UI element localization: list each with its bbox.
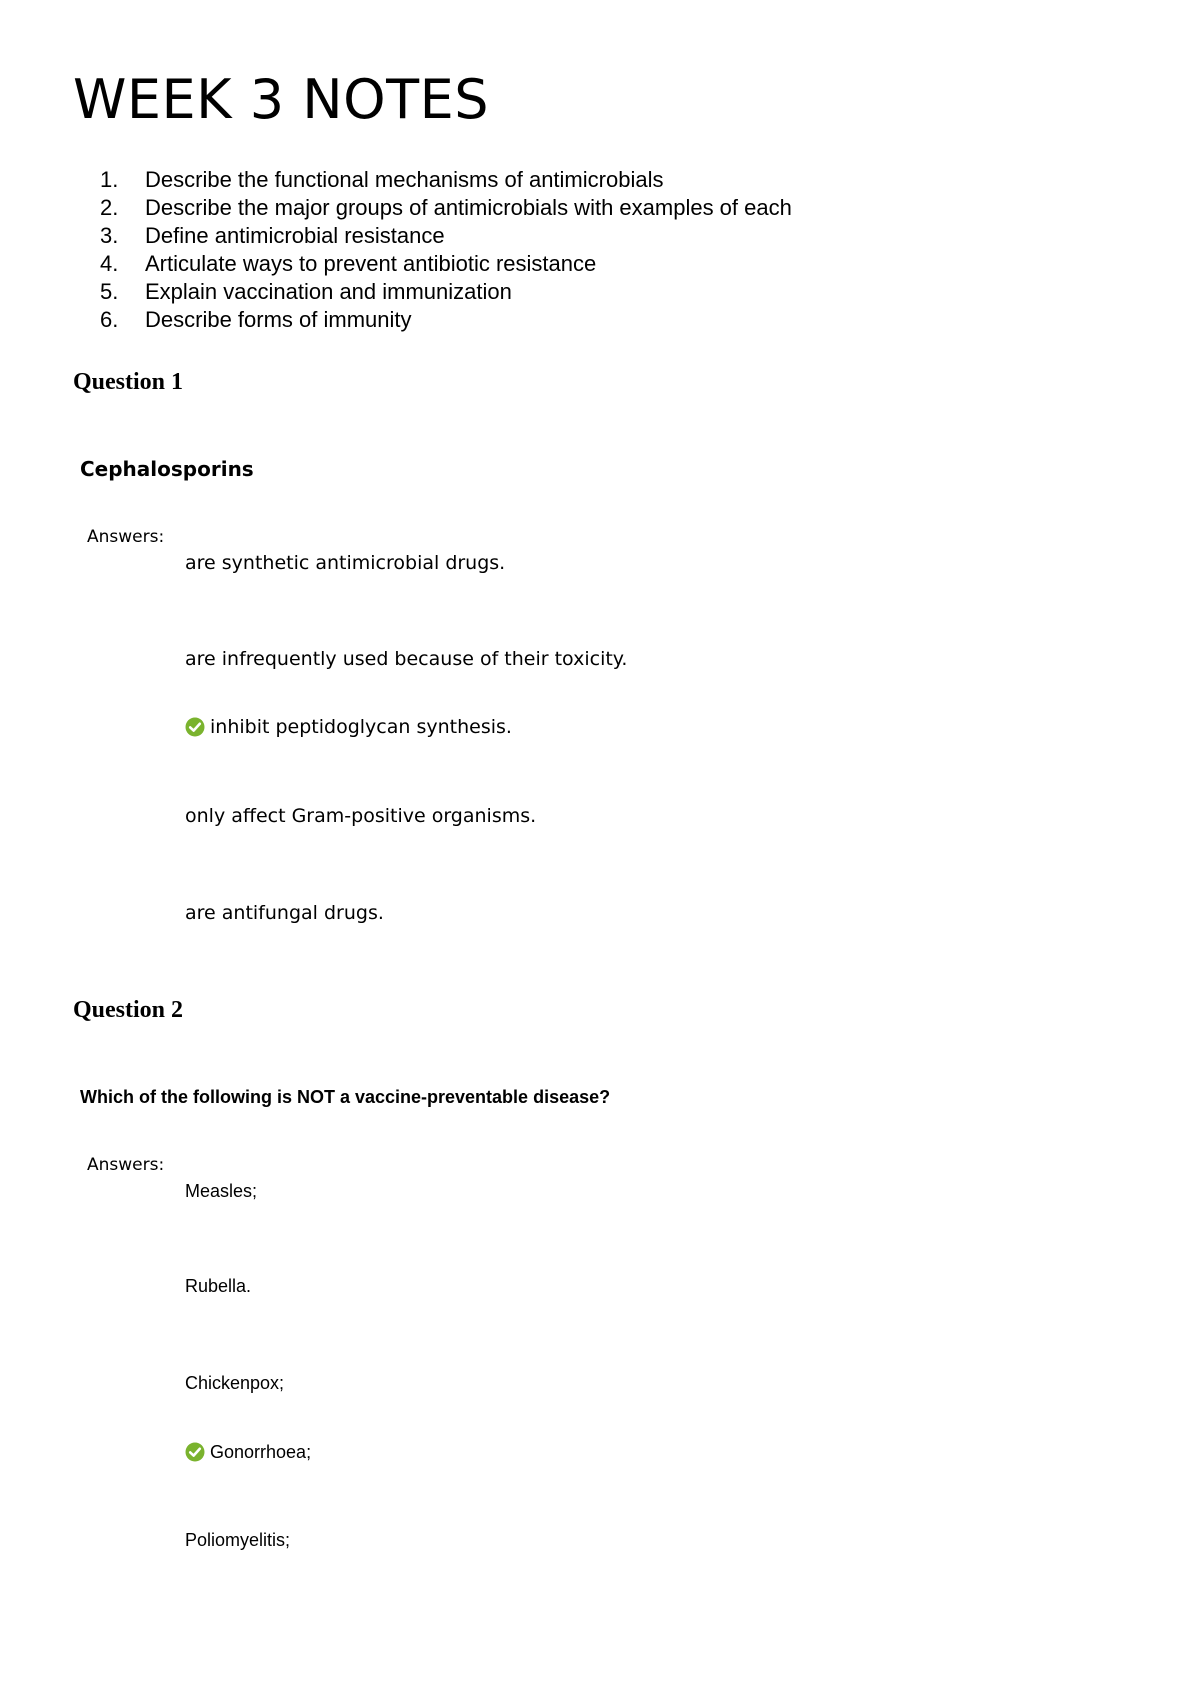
answer-text: Measles; xyxy=(185,1181,258,1201)
objective-number: 2. xyxy=(100,195,119,220)
objective-item xyxy=(100,222,792,250)
answer-option-correct xyxy=(185,1440,311,1464)
objectives-list xyxy=(100,166,792,334)
answer-text: are antifungal drugs. xyxy=(185,902,384,924)
objective-number: 5. xyxy=(100,279,119,304)
answer-text: Rubella. xyxy=(185,1276,252,1296)
answer-text: only affect Gram-positive organisms. xyxy=(185,805,537,827)
question-1-text: Cephalosporins xyxy=(80,457,254,481)
answer-option xyxy=(185,647,627,671)
answer-option-correct xyxy=(185,715,512,739)
objective-text: Define antimicrobial resistance xyxy=(145,223,445,248)
answer-option xyxy=(185,1371,284,1395)
answer-text: Chickenpox; xyxy=(185,1373,285,1393)
objective-text: Describe the functional mechanisms of antimicrobials xyxy=(145,167,664,192)
answer-option xyxy=(185,551,505,575)
objective-number: 1. xyxy=(100,167,119,192)
objective-text: Describe forms of immunity xyxy=(145,307,412,332)
objective-item xyxy=(100,166,792,194)
objective-item xyxy=(100,278,792,306)
answer-option xyxy=(185,1179,257,1203)
check-circle-icon xyxy=(185,1442,205,1462)
answer-option xyxy=(185,1274,251,1298)
answer-option xyxy=(185,1528,290,1552)
answer-option xyxy=(185,804,536,828)
objective-number: 6. xyxy=(100,307,119,332)
check-circle-icon xyxy=(185,717,205,737)
answer-text: Gonorrhoea; xyxy=(210,1442,312,1462)
answer-text: Poliomyelitis; xyxy=(185,1530,291,1550)
answer-text: are infrequently used because of their toxicity. xyxy=(185,648,628,670)
objective-number: 4. xyxy=(100,251,119,276)
objective-item xyxy=(100,250,792,278)
answer-text: are synthetic antimicrobial drugs. xyxy=(185,552,506,574)
question-2-heading: Question 2 xyxy=(73,997,184,1023)
question-1-heading: Question 1 xyxy=(73,369,184,395)
question-1-answers-label: Answers: xyxy=(87,527,165,547)
answer-option xyxy=(185,901,384,925)
objective-text: Describe the major groups of antimicrobials with examples of each xyxy=(145,195,792,220)
objective-number: 3. xyxy=(100,223,119,248)
objective-item xyxy=(100,306,792,334)
page-title: WEEK 3 NOTES xyxy=(73,68,490,131)
question-2-answers-label: Answers: xyxy=(87,1155,165,1175)
objective-text: Articulate ways to prevent antibiotic resistance xyxy=(145,251,597,276)
answer-text: inhibit peptidoglycan synthesis. xyxy=(210,716,512,738)
objective-item xyxy=(100,194,792,222)
objective-text: Explain vaccination and immunization xyxy=(145,279,512,304)
question-2-text: Which of the following is NOT a vaccine-preventable disease? xyxy=(80,1087,611,1107)
